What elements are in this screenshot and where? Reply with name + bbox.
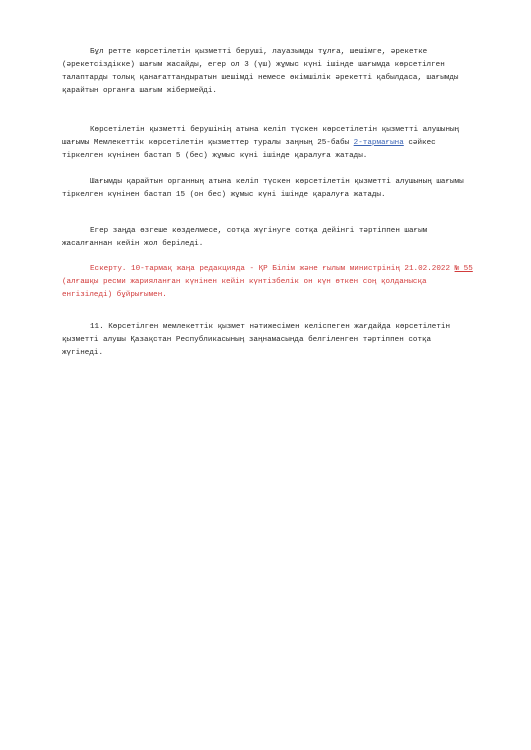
order-number-link[interactable]: № 55: [454, 265, 473, 273]
paragraph-provider-complaint-term: [62, 124, 476, 163]
paragraph-text: сәйкес тіркелген күнінен бастап 5 (бес) жұмыс күні ішінде қаралуға жатады.: [62, 139, 436, 160]
law-article-link[interactable]: 2-тармағына: [353, 139, 404, 147]
paragraph-complaint-exception: [62, 46, 476, 98]
paragraph-text: Көрсетілетін қызметті берушінің атына келіп түскен көрсетілетін қызметті алушының шағымы Мемлекеттік көрсетілетін қызметтер туралы заңның 25-бабы: [62, 126, 460, 147]
paragraph-text: 11. Көрсетілген мемлекеттік қызмет нәтижесімен келіспеген жағдайда көрсетілетін қызметті алушы Қазақстан Республикасының заңнамасында белгіленген тәртіппен сотқа жүгінеді.: [62, 323, 451, 357]
paragraph-text: Егер заңда өзгеше көзделмесе, сотқа жүгінуге сотқа дейінгі тәртіппен шағым жасалғаннан кейін жол беріледі.: [62, 227, 428, 248]
paragraph-item-11: [62, 321, 476, 360]
note-text: Ескерту. 10-тармақ жаңа редакцияда - ҚР Білім және ғылым министрінің 21.02.2022: [90, 265, 455, 273]
paragraph-court-appeal: [62, 225, 476, 251]
paragraph-review-body-term: [62, 176, 476, 202]
note-text: (алғашқы ресми жарияланған күнінен кейін күнтізбелік он күн өткен соң қолданысқа енгізіледі) бұйрығымен.: [62, 278, 427, 299]
paragraph-text: Шағымды қарайтын органның атына келіп түскен көрсетілетін қызметті алушының шағымы тіркелген күнінен бастап 15 (он бес) жұмыс күні ішінде қаралуға жатады.: [62, 178, 464, 199]
paragraph-text: Бұл ретте көрсетілетін қызметті беруші, лауазымды тұлға, шешімге, әрекетке (әрекетсіздікке) шағым жасайды, егер ол 3 (үш) жұмыс күні ішінде шағымда көрсетілген талаптарды толық қанағаттандыратын шешімді немесе өкімшілік әрекетті қабылдаса, шағымды қарайтын органға шағым жібермейді.: [62, 48, 459, 95]
amendment-note: [62, 263, 476, 302]
